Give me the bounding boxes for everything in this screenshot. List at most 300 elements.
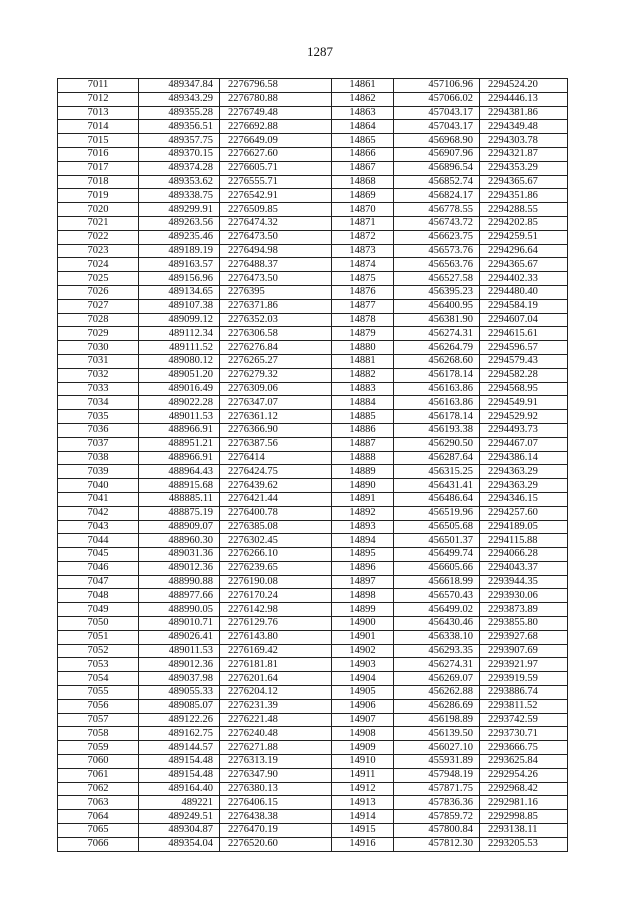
table-row	[58, 575, 568, 589]
point-number-right-cell: 14882	[332, 368, 394, 382]
y-coordinate-right-cell: 2294189.05	[480, 520, 568, 534]
point-number-right-cell: 14876	[332, 285, 394, 299]
table-row	[58, 161, 568, 175]
point-number-right-cell: 14896	[332, 561, 394, 575]
x-coordinate-left-cell: 489012.36	[139, 561, 220, 575]
point-number-left-cell: 7016	[58, 147, 139, 161]
point-number-right-cell: 14894	[332, 534, 394, 548]
y-coordinate-left-cell: 2276749.48	[220, 106, 332, 120]
point-number-left-cell: 7040	[58, 479, 139, 493]
y-coordinate-right-cell: 2293742.59	[480, 713, 568, 727]
table-row	[58, 603, 568, 617]
y-coordinate-left-cell: 2276271.88	[220, 741, 332, 755]
y-coordinate-right-cell: 2294446.13	[480, 92, 568, 106]
x-coordinate-left-cell: 489016.49	[139, 382, 220, 396]
point-number-left-cell: 7012	[58, 92, 139, 106]
y-coordinate-right-cell: 2294568.95	[480, 382, 568, 396]
point-number-right-cell: 14861	[332, 79, 394, 93]
point-number-left-cell: 7051	[58, 630, 139, 644]
x-coordinate-left-cell: 489162.75	[139, 727, 220, 741]
x-coordinate-left-cell: 489037.98	[139, 672, 220, 686]
y-coordinate-left-cell: 2276474.32	[220, 216, 332, 230]
y-coordinate-left-cell: 2276142.98	[220, 603, 332, 617]
x-coordinate-left-cell: 489122.26	[139, 713, 220, 727]
x-coordinate-right-cell: 456499.74	[394, 548, 480, 562]
x-coordinate-left-cell: 489012.36	[139, 658, 220, 672]
point-number-right-cell: 14872	[332, 230, 394, 244]
point-number-right-cell: 14906	[332, 699, 394, 713]
x-coordinate-left-cell: 489156.96	[139, 272, 220, 286]
point-number-right-cell: 14877	[332, 299, 394, 313]
table-row	[58, 534, 568, 548]
x-coordinate-left-cell: 488977.66	[139, 589, 220, 603]
y-coordinate-left-cell: 2276439.62	[220, 479, 332, 493]
y-coordinate-right-cell: 2293930.06	[480, 589, 568, 603]
point-number-right-cell: 14888	[332, 451, 394, 465]
y-coordinate-right-cell: 2294493.73	[480, 423, 568, 437]
x-coordinate-right-cell: 456262.88	[394, 686, 480, 700]
x-coordinate-right-cell: 456274.31	[394, 658, 480, 672]
y-coordinate-right-cell: 2294365.67	[480, 258, 568, 272]
table-row	[58, 423, 568, 437]
point-number-left-cell: 7035	[58, 410, 139, 424]
x-coordinate-left-cell: 489343.29	[139, 92, 220, 106]
x-coordinate-right-cell: 456274.31	[394, 327, 480, 341]
point-number-right-cell: 14893	[332, 520, 394, 534]
table-row	[58, 203, 568, 217]
y-coordinate-left-cell: 2276406.15	[220, 796, 332, 810]
point-number-right-cell: 14915	[332, 824, 394, 838]
y-coordinate-right-cell: 2293886.74	[480, 686, 568, 700]
point-number-right-cell: 14899	[332, 603, 394, 617]
table-row	[58, 548, 568, 562]
y-coordinate-right-cell: 2294386.14	[480, 451, 568, 465]
x-coordinate-left-cell: 488875.19	[139, 506, 220, 520]
point-number-left-cell: 7023	[58, 244, 139, 258]
y-coordinate-left-cell: 2276421.44	[220, 492, 332, 506]
table-row	[58, 479, 568, 493]
point-number-right-cell: 14864	[332, 120, 394, 134]
y-coordinate-left-cell: 2276605.71	[220, 161, 332, 175]
point-number-right-cell: 14902	[332, 644, 394, 658]
x-coordinate-right-cell: 456027.10	[394, 741, 480, 755]
x-coordinate-right-cell: 456824.17	[394, 189, 480, 203]
coordinates-table-body	[58, 79, 568, 852]
table-row	[58, 272, 568, 286]
y-coordinate-left-cell: 2276473.50	[220, 230, 332, 244]
point-number-right-cell: 14904	[332, 672, 394, 686]
x-coordinate-right-cell: 456315.25	[394, 465, 480, 479]
y-coordinate-right-cell: 2294467.07	[480, 437, 568, 451]
y-coordinate-right-cell: 2293730.71	[480, 727, 568, 741]
x-coordinate-right-cell: 456163.86	[394, 396, 480, 410]
x-coordinate-right-cell: 456293.35	[394, 644, 480, 658]
x-coordinate-right-cell: 457106.96	[394, 79, 480, 93]
y-coordinate-right-cell: 2293873.89	[480, 603, 568, 617]
table-row	[58, 672, 568, 686]
y-coordinate-left-cell: 2276520.60	[220, 837, 332, 851]
y-coordinate-right-cell: 2294579.43	[480, 354, 568, 368]
y-coordinate-left-cell: 2276387.56	[220, 437, 332, 451]
point-number-right-cell: 14866	[332, 147, 394, 161]
point-number-left-cell: 7059	[58, 741, 139, 755]
x-coordinate-right-cell: 456907.96	[394, 147, 480, 161]
table-row	[58, 79, 568, 93]
x-coordinate-left-cell: 489154.48	[139, 755, 220, 769]
x-coordinate-left-cell: 489099.12	[139, 313, 220, 327]
point-number-right-cell: 14881	[332, 354, 394, 368]
x-coordinate-right-cell: 456338.10	[394, 630, 480, 644]
y-coordinate-right-cell: 2294043.37	[480, 561, 568, 575]
x-coordinate-left-cell: 489374.28	[139, 161, 220, 175]
point-number-right-cell: 14912	[332, 782, 394, 796]
y-coordinate-left-cell: 2276204.12	[220, 686, 332, 700]
table-row	[58, 617, 568, 631]
y-coordinate-left-cell: 2276627.60	[220, 147, 332, 161]
table-row	[58, 796, 568, 810]
table-row	[58, 134, 568, 148]
point-number-left-cell: 7037	[58, 437, 139, 451]
x-coordinate-right-cell: 456623.75	[394, 230, 480, 244]
x-coordinate-right-cell: 456290.50	[394, 437, 480, 451]
x-coordinate-left-cell: 489221	[139, 796, 220, 810]
point-number-left-cell: 7043	[58, 520, 139, 534]
y-coordinate-left-cell: 2276170.24	[220, 589, 332, 603]
table-row	[58, 410, 568, 424]
point-number-left-cell: 7047	[58, 575, 139, 589]
table-row	[58, 437, 568, 451]
point-number-left-cell: 7031	[58, 354, 139, 368]
y-coordinate-left-cell: 2276190.08	[220, 575, 332, 589]
point-number-left-cell: 7065	[58, 824, 139, 838]
x-coordinate-left-cell: 488885.11	[139, 492, 220, 506]
y-coordinate-left-cell: 2276221.48	[220, 713, 332, 727]
point-number-left-cell: 7055	[58, 686, 139, 700]
x-coordinate-left-cell: 489031.36	[139, 548, 220, 562]
y-coordinate-right-cell: 2294353.29	[480, 161, 568, 175]
y-coordinate-right-cell: 2294363.29	[480, 465, 568, 479]
x-coordinate-right-cell: 456896.54	[394, 161, 480, 175]
y-coordinate-left-cell: 2276265.27	[220, 354, 332, 368]
point-number-left-cell: 7041	[58, 492, 139, 506]
x-coordinate-right-cell: 457800.84	[394, 824, 480, 838]
y-coordinate-right-cell: 2293625.84	[480, 755, 568, 769]
x-coordinate-right-cell: 457043.17	[394, 120, 480, 134]
point-number-left-cell: 7015	[58, 134, 139, 148]
table-row	[58, 699, 568, 713]
x-coordinate-left-cell: 488990.88	[139, 575, 220, 589]
table-row	[58, 713, 568, 727]
y-coordinate-right-cell: 2294288.55	[480, 203, 568, 217]
table-row	[58, 258, 568, 272]
point-number-left-cell: 7056	[58, 699, 139, 713]
point-number-left-cell: 7017	[58, 161, 139, 175]
point-number-right-cell: 14916	[332, 837, 394, 851]
point-number-right-cell: 14880	[332, 341, 394, 355]
x-coordinate-left-cell: 489107.38	[139, 299, 220, 313]
y-coordinate-left-cell: 2276240.48	[220, 727, 332, 741]
x-coordinate-right-cell: 456400.95	[394, 299, 480, 313]
point-number-right-cell: 14875	[332, 272, 394, 286]
y-coordinate-right-cell: 2294582.28	[480, 368, 568, 382]
point-number-right-cell: 14889	[332, 465, 394, 479]
table-row	[58, 589, 568, 603]
x-coordinate-left-cell: 488960.30	[139, 534, 220, 548]
y-coordinate-right-cell: 2293927.68	[480, 630, 568, 644]
x-coordinate-left-cell: 489249.51	[139, 810, 220, 824]
point-number-left-cell: 7066	[58, 837, 139, 851]
coordinates-table	[57, 78, 568, 852]
page-number: 1287	[307, 44, 333, 59]
table-row	[58, 396, 568, 410]
x-coordinate-left-cell: 489051.20	[139, 368, 220, 382]
y-coordinate-right-cell: 2292998.85	[480, 810, 568, 824]
y-coordinate-right-cell: 2294296.64	[480, 244, 568, 258]
y-coordinate-right-cell: 2292954.26	[480, 768, 568, 782]
y-coordinate-left-cell: 2276796.58	[220, 79, 332, 93]
table-row	[58, 465, 568, 479]
x-coordinate-left-cell: 489026.41	[139, 630, 220, 644]
y-coordinate-right-cell: 2294259.51	[480, 230, 568, 244]
y-coordinate-right-cell: 2294480.40	[480, 285, 568, 299]
x-coordinate-right-cell: 456264.79	[394, 341, 480, 355]
x-coordinate-left-cell: 489112.34	[139, 327, 220, 341]
point-number-left-cell: 7062	[58, 782, 139, 796]
y-coordinate-left-cell: 2276380.13	[220, 782, 332, 796]
x-coordinate-right-cell: 456178.14	[394, 368, 480, 382]
point-number-right-cell: 14873	[332, 244, 394, 258]
x-coordinate-left-cell: 488964.43	[139, 465, 220, 479]
x-coordinate-right-cell: 456852.74	[394, 175, 480, 189]
y-coordinate-left-cell: 2276509.85	[220, 203, 332, 217]
point-number-right-cell: 14871	[332, 216, 394, 230]
point-number-right-cell: 14903	[332, 658, 394, 672]
point-number-right-cell: 14886	[332, 423, 394, 437]
x-coordinate-left-cell: 489154.48	[139, 768, 220, 782]
point-number-left-cell: 7034	[58, 396, 139, 410]
x-coordinate-right-cell: 457871.75	[394, 782, 480, 796]
point-number-right-cell: 14862	[332, 92, 394, 106]
point-number-right-cell: 14895	[332, 548, 394, 562]
x-coordinate-left-cell: 489111.52	[139, 341, 220, 355]
point-number-right-cell: 14900	[332, 617, 394, 631]
table-row	[58, 230, 568, 244]
y-coordinate-right-cell: 2294615.61	[480, 327, 568, 341]
x-coordinate-right-cell: 456743.72	[394, 216, 480, 230]
x-coordinate-left-cell: 488966.91	[139, 451, 220, 465]
y-coordinate-left-cell: 2276366.90	[220, 423, 332, 437]
y-coordinate-right-cell: 2293921.97	[480, 658, 568, 672]
y-coordinate-left-cell: 2276555.71	[220, 175, 332, 189]
y-coordinate-left-cell: 2276424.75	[220, 465, 332, 479]
table-row	[58, 175, 568, 189]
y-coordinate-right-cell: 2294257.60	[480, 506, 568, 520]
point-number-right-cell: 14898	[332, 589, 394, 603]
x-coordinate-right-cell: 456381.90	[394, 313, 480, 327]
point-number-left-cell: 7032	[58, 368, 139, 382]
y-coordinate-right-cell: 2292968.42	[480, 782, 568, 796]
x-coordinate-right-cell: 456269.07	[394, 672, 480, 686]
point-number-left-cell: 7013	[58, 106, 139, 120]
y-coordinate-right-cell: 2294529.92	[480, 410, 568, 424]
y-coordinate-right-cell: 2293205.53	[480, 837, 568, 851]
y-coordinate-right-cell: 2294346.15	[480, 492, 568, 506]
table-row	[58, 313, 568, 327]
point-number-left-cell: 7048	[58, 589, 139, 603]
x-coordinate-left-cell: 488951.21	[139, 437, 220, 451]
x-coordinate-left-cell: 489338.75	[139, 189, 220, 203]
point-number-right-cell: 14868	[332, 175, 394, 189]
x-coordinate-right-cell: 456968.90	[394, 134, 480, 148]
point-number-right-cell: 14909	[332, 741, 394, 755]
y-coordinate-left-cell: 2276306.58	[220, 327, 332, 341]
y-coordinate-left-cell: 2276361.12	[220, 410, 332, 424]
table-row	[58, 810, 568, 824]
table-row	[58, 244, 568, 258]
y-coordinate-right-cell: 2294524.20	[480, 79, 568, 93]
table-row	[58, 299, 568, 313]
point-number-left-cell: 7045	[58, 548, 139, 562]
x-coordinate-right-cell: 456163.86	[394, 382, 480, 396]
table-row	[58, 506, 568, 520]
point-number-left-cell: 7050	[58, 617, 139, 631]
y-coordinate-left-cell: 2276231.39	[220, 699, 332, 713]
y-coordinate-left-cell: 2276302.45	[220, 534, 332, 548]
point-number-left-cell: 7028	[58, 313, 139, 327]
point-number-left-cell: 7030	[58, 341, 139, 355]
point-number-left-cell: 7057	[58, 713, 139, 727]
table-row	[58, 92, 568, 106]
table-row	[58, 492, 568, 506]
table-row	[58, 561, 568, 575]
table-row	[58, 686, 568, 700]
y-coordinate-right-cell: 2293919.59	[480, 672, 568, 686]
x-coordinate-right-cell: 456570.43	[394, 589, 480, 603]
y-coordinate-right-cell: 2292981.16	[480, 796, 568, 810]
table-row	[58, 644, 568, 658]
x-coordinate-right-cell: 457066.02	[394, 92, 480, 106]
x-coordinate-left-cell: 489299.91	[139, 203, 220, 217]
x-coordinate-right-cell: 456486.64	[394, 492, 480, 506]
x-coordinate-left-cell: 489010.71	[139, 617, 220, 631]
y-coordinate-left-cell: 2276181.81	[220, 658, 332, 672]
x-coordinate-right-cell: 456778.55	[394, 203, 480, 217]
x-coordinate-right-cell: 456499.02	[394, 603, 480, 617]
table-row	[58, 327, 568, 341]
point-number-right-cell: 14908	[332, 727, 394, 741]
x-coordinate-right-cell: 456573.76	[394, 244, 480, 258]
y-coordinate-right-cell: 2294115.88	[480, 534, 568, 548]
point-number-right-cell: 14869	[332, 189, 394, 203]
x-coordinate-right-cell: 456178.14	[394, 410, 480, 424]
x-coordinate-right-cell: 456430.46	[394, 617, 480, 631]
y-coordinate-right-cell: 2294303.78	[480, 134, 568, 148]
x-coordinate-right-cell: 456618.99	[394, 575, 480, 589]
table-row	[58, 189, 568, 203]
point-number-left-cell: 7058	[58, 727, 139, 741]
table-row	[58, 354, 568, 368]
y-coordinate-right-cell: 2294596.57	[480, 341, 568, 355]
y-coordinate-left-cell: 2276692.88	[220, 120, 332, 134]
table-row	[58, 824, 568, 838]
y-coordinate-left-cell: 2276239.65	[220, 561, 332, 575]
table-row	[58, 120, 568, 134]
x-coordinate-left-cell: 489022.28	[139, 396, 220, 410]
point-number-right-cell: 14905	[332, 686, 394, 700]
y-coordinate-left-cell: 2276201.64	[220, 672, 332, 686]
x-coordinate-right-cell: 457043.17	[394, 106, 480, 120]
x-coordinate-left-cell: 489134.65	[139, 285, 220, 299]
table-row	[58, 658, 568, 672]
x-coordinate-right-cell: 456395.23	[394, 285, 480, 299]
point-number-left-cell: 7054	[58, 672, 139, 686]
y-coordinate-left-cell: 2276414	[220, 451, 332, 465]
y-coordinate-left-cell: 2276371.86	[220, 299, 332, 313]
y-coordinate-right-cell: 2294584.19	[480, 299, 568, 313]
point-number-right-cell: 14901	[332, 630, 394, 644]
y-coordinate-right-cell: 2294381.86	[480, 106, 568, 120]
x-coordinate-right-cell: 456268.60	[394, 354, 480, 368]
x-coordinate-right-cell: 456286.69	[394, 699, 480, 713]
point-number-right-cell: 14914	[332, 810, 394, 824]
point-number-left-cell: 7022	[58, 230, 139, 244]
x-coordinate-left-cell: 488915.68	[139, 479, 220, 493]
point-number-left-cell: 7049	[58, 603, 139, 617]
point-number-right-cell: 14911	[332, 768, 394, 782]
y-coordinate-left-cell: 2276780.88	[220, 92, 332, 106]
table-row	[58, 727, 568, 741]
y-coordinate-right-cell: 2293811.52	[480, 699, 568, 713]
x-coordinate-right-cell: 456505.68	[394, 520, 480, 534]
y-coordinate-left-cell: 2276385.08	[220, 520, 332, 534]
point-number-left-cell: 7038	[58, 451, 139, 465]
y-coordinate-right-cell: 2293855.80	[480, 617, 568, 631]
x-coordinate-left-cell: 489055.33	[139, 686, 220, 700]
x-coordinate-left-cell: 488966.91	[139, 423, 220, 437]
point-number-left-cell: 7021	[58, 216, 139, 230]
point-number-left-cell: 7027	[58, 299, 139, 313]
point-number-left-cell: 7033	[58, 382, 139, 396]
point-number-right-cell: 14884	[332, 396, 394, 410]
point-number-right-cell: 14887	[332, 437, 394, 451]
table-row	[58, 520, 568, 534]
y-coordinate-left-cell: 2276400.78	[220, 506, 332, 520]
point-number-left-cell: 7018	[58, 175, 139, 189]
x-coordinate-right-cell: 457948.19	[394, 768, 480, 782]
y-coordinate-left-cell: 2276279.32	[220, 368, 332, 382]
y-coordinate-left-cell: 2276309.06	[220, 382, 332, 396]
point-number-right-cell: 14885	[332, 410, 394, 424]
y-coordinate-right-cell: 2293907.69	[480, 644, 568, 658]
y-coordinate-right-cell: 2294066.28	[480, 548, 568, 562]
table-row	[58, 837, 568, 851]
x-coordinate-left-cell: 489235.46	[139, 230, 220, 244]
y-coordinate-right-cell: 2294549.91	[480, 396, 568, 410]
x-coordinate-left-cell: 488990.05	[139, 603, 220, 617]
y-coordinate-left-cell: 2276143.80	[220, 630, 332, 644]
y-coordinate-left-cell: 2276438.38	[220, 810, 332, 824]
point-number-left-cell: 7036	[58, 423, 139, 437]
y-coordinate-left-cell: 2276494.98	[220, 244, 332, 258]
y-coordinate-left-cell: 2276347.90	[220, 768, 332, 782]
point-number-right-cell: 14913	[332, 796, 394, 810]
x-coordinate-left-cell: 489357.75	[139, 134, 220, 148]
table-row	[58, 285, 568, 299]
x-coordinate-right-cell: 456139.50	[394, 727, 480, 741]
x-coordinate-left-cell: 489304.87	[139, 824, 220, 838]
point-number-left-cell: 7039	[58, 465, 139, 479]
y-coordinate-left-cell: 2276276.84	[220, 341, 332, 355]
